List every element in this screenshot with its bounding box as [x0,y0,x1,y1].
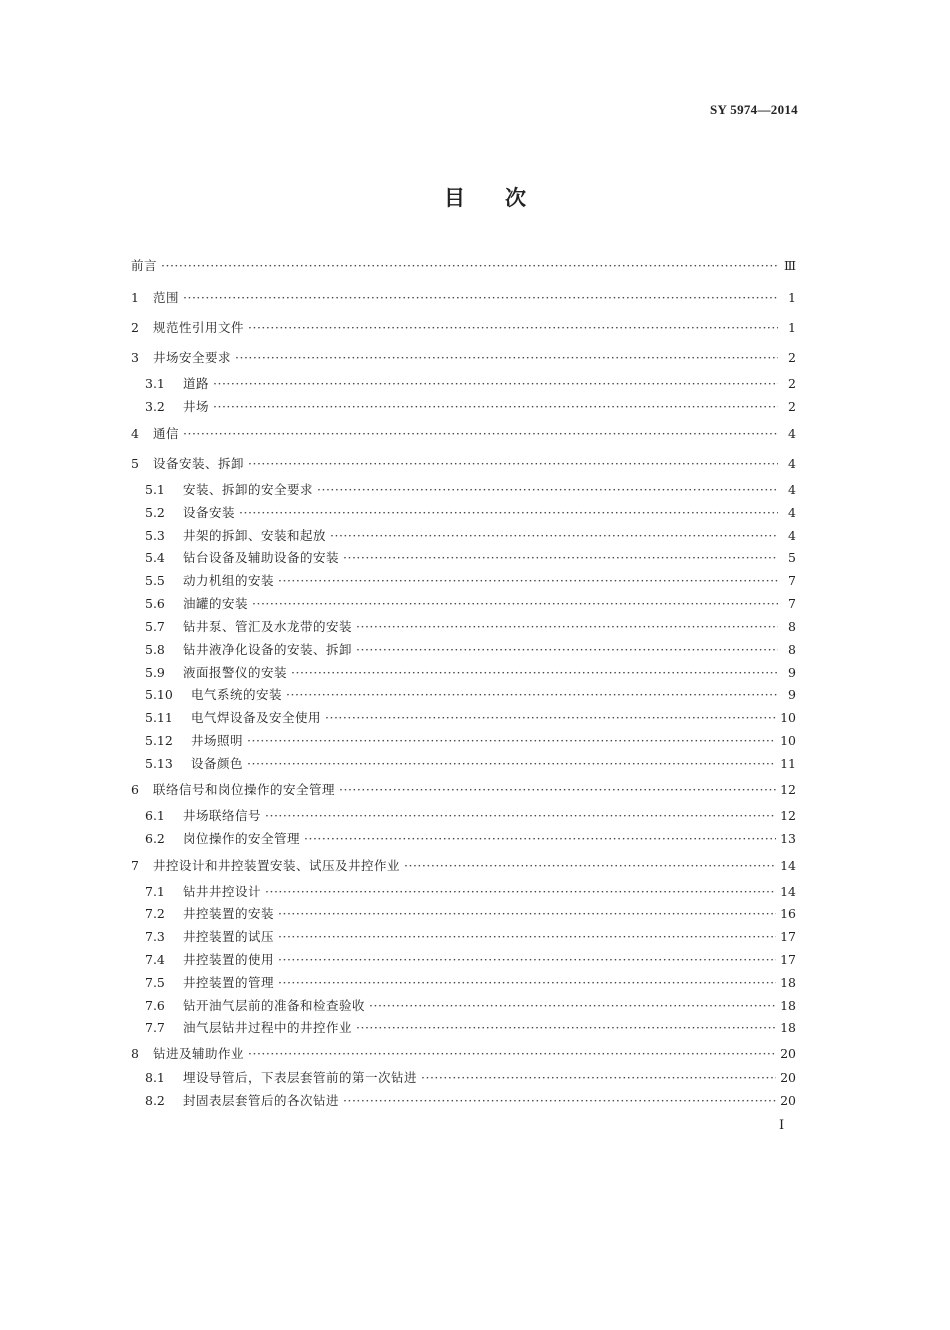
toc-entry-number: 5.10 [145,687,173,702]
toc-entry-title: 联络信号和岗位操作的安全管理 [153,782,336,797]
toc-entry-title: 封固表层套管后的各次钻进 [183,1093,340,1108]
toc-entry[interactable] [145,882,796,902]
toc-entry-number: 7.7 [145,1020,165,1035]
toc-entry[interactable] [145,1068,796,1088]
toc-entry-title: 道路 [183,376,210,391]
toc-entry[interactable] [145,806,796,826]
toc-entry-title: 范围 [153,290,180,305]
toc-entry[interactable] [145,663,796,683]
toc-leader-dots [265,806,776,826]
toc-entry-number: 5.9 [145,665,165,680]
toc-leader-dots [252,594,778,614]
toc-entry-page: 18 [780,998,796,1013]
toc-entry-number: 1 [131,290,139,305]
toc-entry-title: 井控设计和井控装置安装、试压及井控作业 [153,858,401,873]
toc-leader-dots [343,548,778,568]
page-title: 目次 [444,185,566,210]
toc-entry[interactable] [145,904,796,924]
toc-entry-title: 油气层钻井过程中的井控作业 [183,1020,353,1035]
toc-entry[interactable] [145,996,796,1016]
toc-entry-number: 7.5 [145,975,165,990]
toc-leader-dots [213,397,778,417]
toc-entry-page: 4 [788,528,796,543]
toc-entry-title: 埋设导管后，下表层套管前的第一次钻进 [183,1070,418,1085]
toc-leader-dots [183,424,778,444]
toc-entry-title: 井场联络信号 [183,808,262,823]
toc-entry-title: 油罐的安装 [183,596,249,611]
toc-entry[interactable] [145,950,796,970]
toc-entry[interactable] [131,348,796,368]
toc-entry[interactable] [145,503,796,523]
toc-leader-dots [304,829,776,849]
toc-entry-title: 前言 [131,258,158,273]
toc-entry-page: 2 [788,399,796,414]
toc-leader-dots [356,640,778,660]
document-code: SY 5974—2014 [710,102,798,117]
toc-entry-number: 3.2 [145,399,165,414]
toc-entry-title: 设备安装 [183,505,236,520]
toc-leader-dots [239,503,778,523]
toc-entry[interactable] [145,1018,796,1038]
toc-leader-dots [247,731,776,751]
toc-entry-title: 液面报警仪的安装 [183,665,288,680]
toc-entry-number: 7.6 [145,998,165,1013]
toc-entry-title: 井控装置的使用 [183,952,275,967]
toc-leader-dots [161,256,778,276]
toc-entry-page: 17 [780,952,796,967]
toc-entry[interactable] [145,973,796,993]
toc-entry[interactable] [145,708,796,728]
toc-entry-title: 井场 [183,399,210,414]
toc-entry-title: 井架的拆卸、安装和起放 [183,528,327,543]
toc-entry-number: 8 [131,1046,139,1061]
toc-entry[interactable] [145,617,796,637]
toc-entry-page: 4 [788,456,796,471]
toc-entry[interactable] [145,397,796,417]
toc-entry-title: 井控装置的安装 [183,906,275,921]
toc-entry-number: 6.1 [145,808,165,823]
toc-entry[interactable] [145,594,796,614]
toc-entry-number: 5.8 [145,642,165,657]
toc-entry-number: 5.2 [145,505,165,520]
toc-entry-page: 9 [788,687,796,702]
toc-entry-title: 钻开油气层前的准备和检查验收 [183,998,366,1013]
toc-entry-page: 14 [780,858,796,873]
toc-entry-page: 12 [780,782,796,797]
toc-entry-page: 12 [780,808,796,823]
toc-leader-dots [278,927,776,947]
toc-entry-title: 电气系统的安装 [191,687,283,702]
toc-entry[interactable] [131,780,796,800]
toc-entry-page: 20 [780,1070,796,1085]
toc-entry-number: 2 [131,320,139,335]
toc-entry-title: 安装、拆卸的安全要求 [183,482,314,497]
toc-leader-dots [286,685,778,705]
toc-entry[interactable] [145,731,796,751]
toc-entry-number: 7.2 [145,906,165,921]
toc-entry[interactable] [131,318,796,338]
toc-entry-title: 设备颜色 [191,756,244,771]
toc-entry-page: 1 [788,320,796,335]
toc-leader-dots [278,904,776,924]
toc-entry[interactable] [131,856,796,876]
toc-entry[interactable] [131,454,796,474]
toc-leader-dots [291,663,778,683]
toc-entry-number: 8.1 [145,1070,165,1085]
toc-entry[interactable] [131,288,796,308]
toc-entry-number: 6.2 [145,831,165,846]
toc-entry-page: 18 [780,975,796,990]
toc-entry-page: 7 [788,596,796,611]
toc-entry-title: 钻台设备及辅助设备的安装 [183,550,340,565]
toc-entry-title: 井控装置的试压 [183,929,275,944]
toc-leader-dots [356,1018,776,1038]
toc-entry-number: 3 [131,350,139,365]
toc-entry-number: 7 [131,858,139,873]
toc-entry-page: 8 [788,619,796,634]
toc-entry[interactable] [145,1091,796,1111]
toc-entry[interactable] [145,927,796,947]
toc-entry-number: 5.12 [145,733,173,748]
toc-leader-dots [248,318,778,338]
toc-entry-number: 5.7 [145,619,165,634]
toc-entry-number: 5.6 [145,596,165,611]
toc-entry-title: 井场安全要求 [153,350,232,365]
toc-entry-page: 14 [780,884,796,899]
toc-entry-page: 13 [780,831,796,846]
toc-entry-number: 5.13 [145,756,173,771]
toc-leader-dots [369,996,776,1016]
toc-entry-page: 4 [788,426,796,441]
toc-entry-page: 20 [780,1046,796,1061]
toc-entry-page: 4 [788,482,796,497]
toc-entry-title: 井控装置的管理 [183,975,275,990]
toc-leader-dots [404,856,776,876]
toc-leader-dots [235,348,778,368]
toc-entry-title: 动力机组的安装 [183,573,275,588]
toc-entry-page: 17 [780,929,796,944]
toc-entry-number: 5.11 [145,710,173,725]
toc-entry[interactable] [145,526,796,546]
toc-leader-dots [248,454,778,474]
toc-entry-title: 电气焊设备及安全使用 [191,710,322,725]
toc-entry-page: 10 [780,733,796,748]
toc-leader-dots [213,374,778,394]
toc-entry-number: 7.3 [145,929,165,944]
toc-entry-page: Ⅲ [783,258,796,273]
toc-entry[interactable] [145,548,796,568]
toc-entry-title: 钻井井控设计 [183,884,262,899]
toc-entry[interactable] [131,424,796,444]
toc-entry[interactable] [145,374,796,394]
toc-entry[interactable] [145,640,796,660]
toc-entry-number: 5.4 [145,550,165,565]
toc-leader-dots [278,950,776,970]
toc-entry-number: 6 [131,782,139,797]
toc-entry-page: 2 [788,376,796,391]
toc-entry-title: 钻进及辅助作业 [153,1046,245,1061]
toc-leader-dots [330,526,778,546]
toc-entry-page: 10 [780,710,796,725]
toc-entry-title: 钻井泵、管汇及水龙带的安装 [183,619,353,634]
toc-entry-number: 8.2 [145,1093,165,1108]
toc-entry[interactable] [145,685,796,705]
toc-entry[interactable] [145,829,796,849]
toc-leader-dots [183,288,778,308]
toc-leader-dots [247,754,776,774]
toc-leader-dots [343,1091,776,1111]
toc-entry[interactable] [145,480,796,500]
toc-leader-dots [325,708,776,728]
toc-entry-page: 18 [780,1020,796,1035]
toc-leader-dots [265,882,776,902]
toc-entry-page: 16 [780,906,796,921]
toc-entry-title: 钻井液净化设备的安装、拆卸 [183,642,353,657]
toc-entry-number: 3.1 [145,376,165,391]
toc-leader-dots [317,480,778,500]
toc-leader-dots [356,617,778,637]
toc-entry-page: 8 [788,642,796,657]
toc-entry-title: 设备安装、拆卸 [153,456,245,471]
toc-leader-dots [278,973,776,993]
toc-leader-dots [248,1044,776,1064]
toc-entry-page: 2 [788,350,796,365]
toc-entry[interactable] [145,571,796,591]
toc-entry-title: 规范性引用文件 [153,320,245,335]
toc-leader-dots [421,1068,776,1088]
toc-entry-title: 通信 [153,426,180,441]
toc-entry-title: 岗位操作的安全管理 [183,831,301,846]
page-number: Ⅰ [779,1118,785,1133]
toc-entry-page: 5 [788,550,796,565]
toc-leader-dots [278,571,778,591]
toc-entry[interactable] [131,1044,796,1064]
toc-entry-number: 5.1 [145,482,165,497]
toc-entry-page: 1 [788,290,796,305]
toc-entry-page: 4 [788,505,796,520]
toc-entry-page: 7 [788,573,796,588]
toc-entry-number: 4 [131,426,139,441]
toc-entry-page: 11 [780,756,796,771]
toc-entry-number: 5.5 [145,573,165,588]
toc-entry-number: 7.1 [145,884,165,899]
toc-entry-number: 5 [131,456,139,471]
toc-entry[interactable] [131,256,796,276]
toc-entry-title: 井场照明 [191,733,244,748]
toc-leader-dots [339,780,776,800]
toc-entry-number: 5.3 [145,528,165,543]
toc-entry[interactable] [145,754,796,774]
toc-entry-number: 7.4 [145,952,165,967]
toc-entry-page: 20 [780,1093,796,1108]
toc-entry-page: 9 [788,665,796,680]
